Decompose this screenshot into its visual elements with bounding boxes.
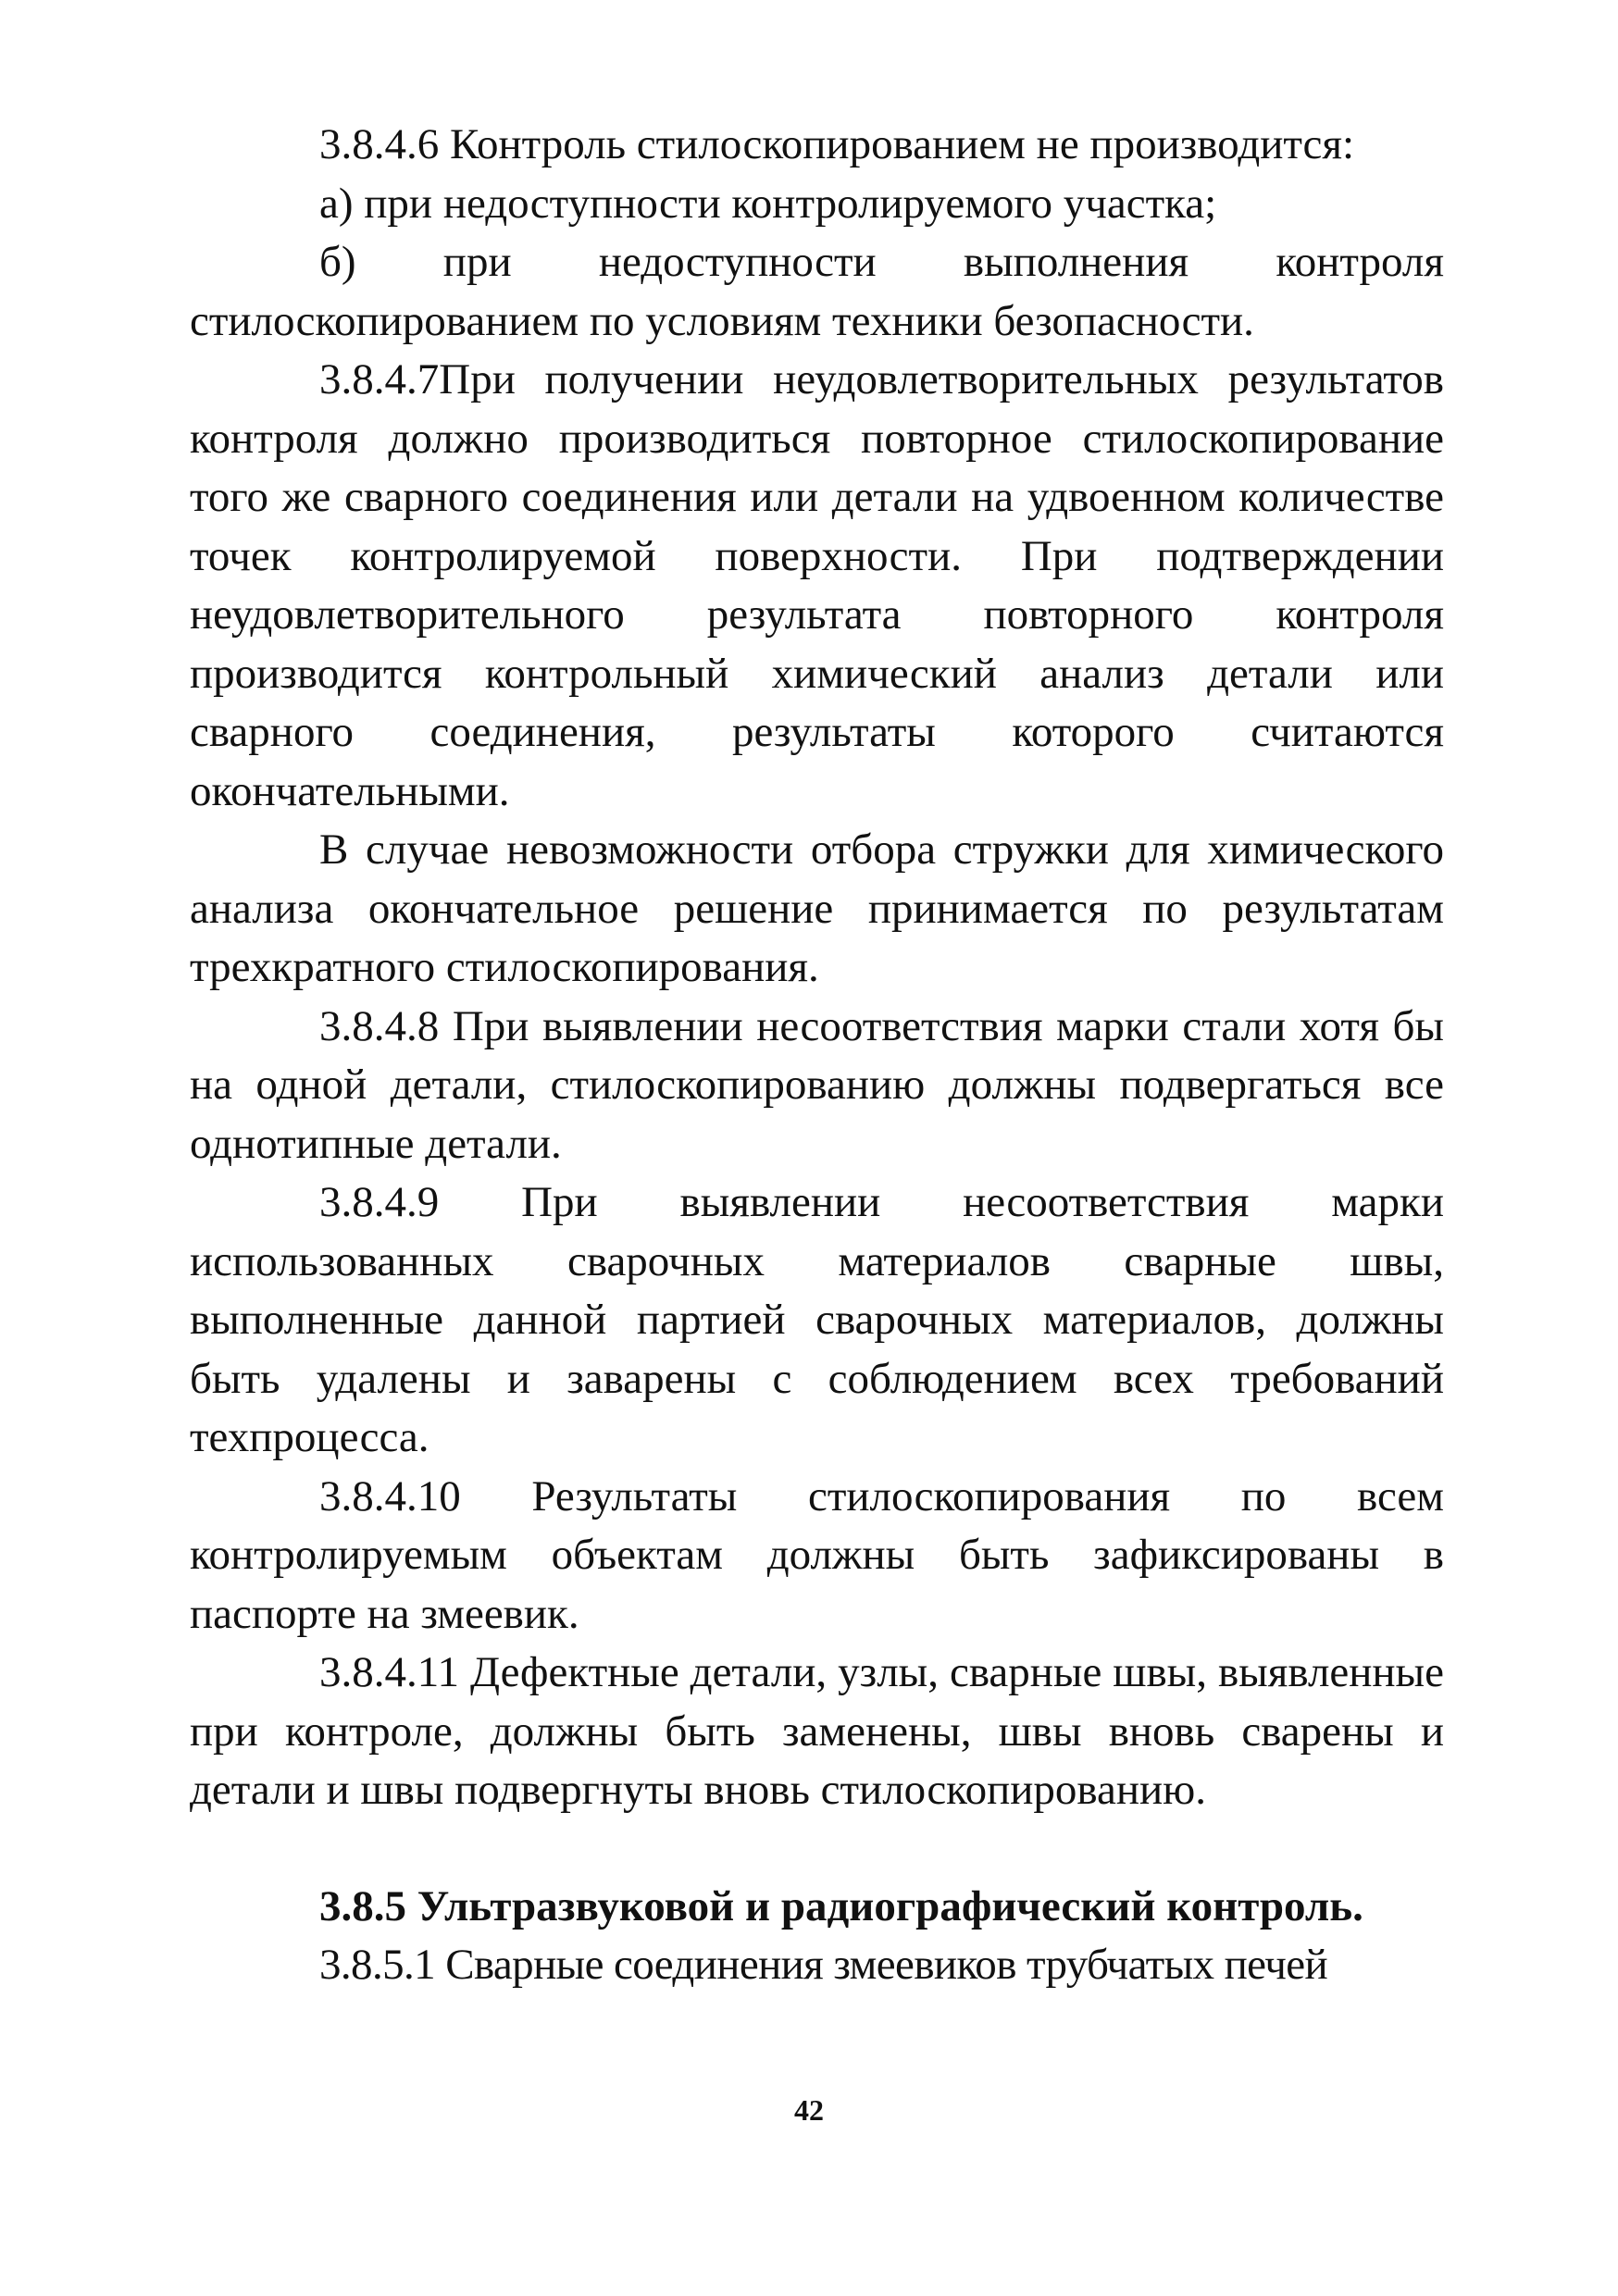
document-page — [190, 116, 1444, 1995]
paragraph-3-8-4-11: 3.8.4.11 Дефектные детали, узлы, сварные швы, выявленные при контроле, должны быть заменены, швы вновь сварены и детали и швы подвергнуты вновь стилоскопированию. — [190, 1648, 1444, 1814]
paragraph-3-8-5-1: 3.8.5.1 Сварные соединения змеевиков трубчатых печей — [319, 1941, 1328, 1989]
section-heading-3-8-5: 3.8.5 Ультразвуковой и радиографический контроль. — [319, 1881, 1363, 1930]
page-number: 42 — [794, 2093, 824, 2127]
paragraph-3-8-4-6: 3.8.4.6 Контроль стилоскопированием не производится: — [319, 120, 1355, 168]
paragraph-3-8-4-8: 3.8.4.8 При выявлении несоответствия марки стали хотя бы на одной детали, стилоскопированию должны подвергаться все однотипные детали. — [190, 1001, 1444, 1168]
list-item-b: б) при недоступности выполнения контроля стилоскопированием по условиям техники безопасности. — [190, 238, 1444, 345]
paragraph-3-8-4-10: 3.8.4.10 Результаты стилоскопирования по всем контролируемым объектам должны быть зафиксированы в паспорте на змеевик. — [190, 1471, 1444, 1638]
paragraph-chemical-analysis: В случае невозможности отбора стружки для химического анализа окончательное решение принимается по результатам трехкратного стилоскопирования. — [190, 825, 1444, 991]
paragraph-3-8-4-9: 3.8.4.9 При выявлении несоответствия марки использованных сварочных материалов сварные швы, выполненные данной партией сварочных материалов, должны быть удалены и заварены с соблюдением всех требований техпроцесса. — [190, 1178, 1444, 1461]
list-item-a: а) при недоступности контролируемого участка; — [319, 179, 1217, 228]
paragraph-3-8-4-7: 3.8.4.7При получении неудовлетворительных результатов контроля должно производиться повторное стилоскопирование того же сварного соединения или детали на удвоенном количестве точек контролируемой поверхности. При подтверждении неудовлетворительного результата повторного контроля производится контрольный химический анализ детали или сварного соединения, результаты которого считаются окончательными. — [190, 355, 1444, 815]
